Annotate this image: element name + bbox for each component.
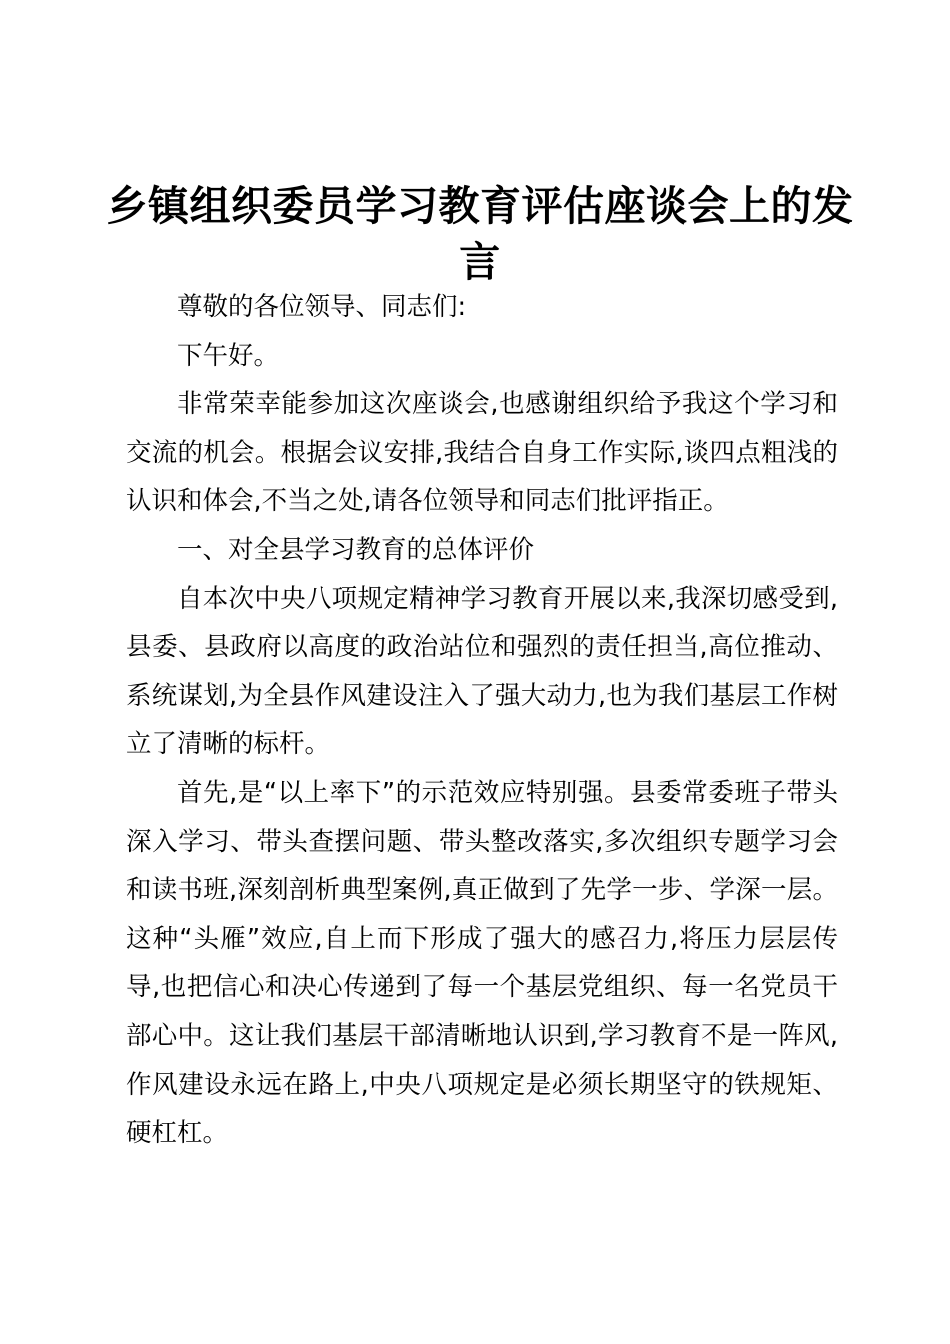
body-paragraph: 首先,是“以上率下”的示范效应特别强。县委常委班子带头深入学习、带头查摆问题、带头整改落实,多次组织专题学习会和读书班,深刻剖析典型案例,真正做到了先学一步、学深一层。这种“头雁”效应,自上而下形成了强大的感召力,将压力层层传导,也把信心和决心传递到了每一个基层党组织、每一名党员干部心中。这让我们基层干部清晰地认识到,学习教育不是一阵风,作风建设永远在路上,中央八项规定是必须长期坚守的铁规矩、硬杠杠。 bbox=[126, 777, 838, 1149]
opening-paragraph: 非常荣幸能参加这次座谈会,也感谢组织给予我这个学习和交流的机会。根据会议安排,我结合自身工作实际,谈四点粗浅的认识和体会,不当之处,请各位领导和同志们批评指正。 bbox=[126, 389, 838, 517]
document-title: 乡镇组织委员学习教育评估座谈会上的发言 bbox=[106, 182, 854, 286]
salutation: 尊敬的各位领导、同志们: bbox=[177, 292, 467, 322]
greeting: 下午好。 bbox=[177, 340, 280, 371]
body-paragraph: 自本次中央八项规定精神学习教育开展以来,我深切感受到,县委、县政府以高度的政治站位和强烈的责任担当,高位推动、系统谋划,为全县作风建设注入了强大动力,也为我们基层工作树立了清晰的标杆。 bbox=[126, 583, 838, 760]
document-body bbox=[126, 283, 838, 1158]
section-heading: 一、对全县学习教育的总体评价 bbox=[177, 534, 535, 565]
